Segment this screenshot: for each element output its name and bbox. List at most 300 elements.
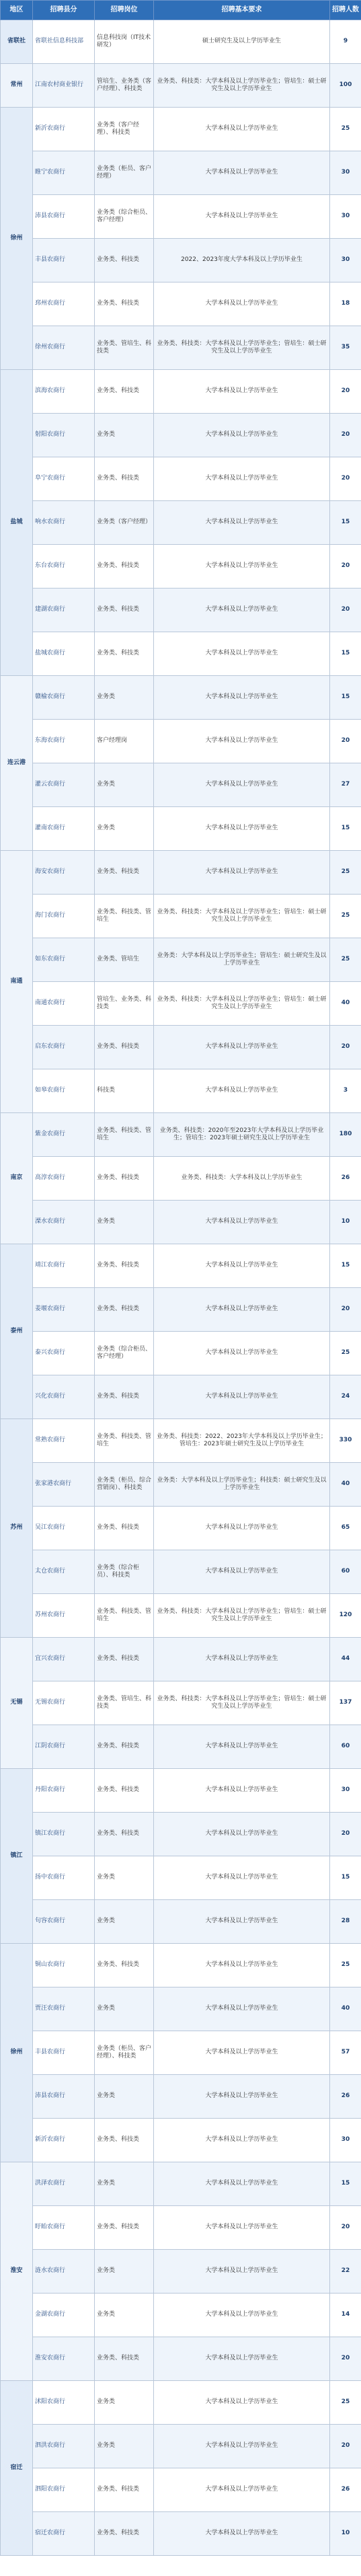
bank-cell: 建湖农商行 [33, 589, 95, 632]
table-row [1, 1987, 361, 2031]
requirement-cell: 大学本科及以上学历毕业生 [154, 545, 330, 589]
count-cell: 18 [330, 282, 361, 326]
position-cell: 业务类、科技类、管培生 [95, 1419, 154, 1463]
table-row [1, 2075, 361, 2119]
table-row [1, 1201, 361, 1244]
position-cell: 业务类、管培生、科技类 [95, 326, 154, 370]
bank-cell: 新沂农商行 [33, 108, 95, 151]
bank-cell: 常熟农商行 [33, 1419, 95, 1463]
count-cell: 35 [330, 326, 361, 370]
bank-cell: 淮安农商行 [33, 2337, 95, 2381]
requirement-cell: 大学本科及以上学历毕业生 [154, 195, 330, 239]
count-cell: 20 [330, 414, 361, 457]
bank-cell: 紫金农商行 [33, 1113, 95, 1157]
table-row [1, 2337, 361, 2381]
requirement-cell: 大学本科及以上学历毕业生 [154, 2206, 330, 2250]
table-row [1, 1944, 361, 1987]
count-cell: 100 [330, 64, 361, 108]
count-cell: 10 [330, 1201, 361, 1244]
position-cell: 业务类（综合柜员、客户经理） [95, 195, 154, 239]
count-cell: 10 [330, 2512, 361, 2556]
position-cell: 业务类、科技类 [95, 589, 154, 632]
table-row [1, 1288, 361, 1332]
table-row [1, 1507, 361, 1550]
header-requirement: 招聘基本要求 [154, 1, 330, 20]
requirement-cell: 业务类、科技类：2022、2023年大学本科及以上学历毕业生；管培生：2023年硕士研究生及以上学历毕业生 [154, 1419, 330, 1463]
position-cell: 业务类 [95, 1987, 154, 2031]
requirement-cell: 大学本科及以上学历毕业生 [154, 2075, 330, 2119]
position-cell: 业务类 [95, 1201, 154, 1244]
position-cell: 业务类 [95, 807, 154, 851]
requirement-cell: 大学本科及以上学历毕业生 [154, 1638, 330, 1681]
position-cell: 业务类、科技类 [95, 1725, 154, 1769]
count-cell: 20 [330, 2425, 361, 2468]
position-cell: 业务类、科技类 [95, 632, 154, 676]
table-row [1, 1769, 361, 1813]
bank-cell: 太仓农商行 [33, 1550, 95, 1594]
table-row [1, 1594, 361, 1638]
count-cell: 20 [330, 2337, 361, 2381]
requirement-cell: 大学本科及以上学历毕业生 [154, 2162, 330, 2206]
position-cell: 业务类、科技类 [95, 1813, 154, 1856]
bank-cell: 洪泽农商行 [33, 2162, 95, 2206]
requirement-cell: 大学本科及以上学历毕业生 [154, 1550, 330, 1594]
bank-cell: 丹阳农商行 [33, 1769, 95, 1813]
bank-cell: 泰兴农商行 [33, 1332, 95, 1375]
bank-cell: 海安农商行 [33, 851, 95, 895]
region-cell: 连云港 [1, 676, 33, 851]
bank-cell: 海门农商行 [33, 895, 95, 938]
count-cell: 60 [330, 1725, 361, 1769]
table-row [1, 20, 361, 64]
count-cell: 15 [330, 1244, 361, 1288]
bank-cell: 泗阳农商行 [33, 2468, 95, 2512]
table-row [1, 282, 361, 326]
bank-cell: 无锡农商行 [33, 1681, 95, 1725]
requirement-cell: 硕士研究生及以上学历毕业生 [154, 20, 330, 64]
region-cell: 苏州 [1, 1419, 33, 1638]
region-cell: 南京 [1, 1113, 33, 1244]
position-cell: 业务类、科技类 [95, 1157, 154, 1201]
count-cell: 40 [330, 982, 361, 1026]
bank-cell: 溧水农商行 [33, 1201, 95, 1244]
bank-cell: 泗洪农商行 [33, 2425, 95, 2468]
count-cell: 27 [330, 763, 361, 807]
bank-cell: 宜兴农商行 [33, 1638, 95, 1681]
table-row [1, 1900, 361, 1944]
table-row [1, 763, 361, 807]
position-cell: 业务类、科技类 [95, 2337, 154, 2381]
table-row [1, 851, 361, 895]
position-cell: 业务类、科技类 [95, 282, 154, 326]
requirement-cell: 业务类、科技类：大学本科及以上学历毕业生；管培生：硕士研究生及以上学历毕业生 [154, 64, 330, 108]
count-cell: 3 [330, 1069, 361, 1113]
count-cell: 25 [330, 2381, 361, 2425]
table-row [1, 2425, 361, 2468]
position-cell: 业务类 [95, 2075, 154, 2119]
position-cell: 业务类（柜员、综合营销岗）、科技类 [95, 1463, 154, 1507]
table-row [1, 501, 361, 545]
table-row [1, 1681, 361, 1725]
position-cell: 管培生、业务类（客户经理）、科技类 [95, 64, 154, 108]
requirement-cell: 大学本科及以上学历毕业生 [154, 851, 330, 895]
count-cell: 20 [330, 370, 361, 414]
bank-cell: 江阴农商行 [33, 1725, 95, 1769]
count-cell: 9 [330, 20, 361, 64]
table-row [1, 326, 361, 370]
requirement-cell: 业务类：大学本科及以上学历毕业生；管培生：硕士研究生及以上学历毕业生 [154, 938, 330, 982]
requirement-cell: 大学本科及以上学历毕业生 [154, 1375, 330, 1419]
requirement-cell: 大学本科及以上学历毕业生 [154, 589, 330, 632]
bank-cell: 宿迁农商行 [33, 2512, 95, 2556]
table-row [1, 1069, 361, 1113]
table-row [1, 2206, 361, 2250]
region-cell: 徐州 [1, 1944, 33, 2162]
count-cell: 65 [330, 1507, 361, 1550]
count-cell: 40 [330, 1987, 361, 2031]
requirement-cell: 大学本科及以上学历毕业生 [154, 1900, 330, 1944]
region-cell: 盐城 [1, 370, 33, 676]
header-count: 招聘人数 [330, 1, 361, 20]
requirement-cell: 业务类、科技类：大学本科及以上学历毕业生 [154, 1157, 330, 1201]
table-row [1, 2381, 361, 2425]
count-cell: 57 [330, 2031, 361, 2075]
table-row [1, 1463, 361, 1507]
table-row [1, 2512, 361, 2556]
bank-cell: 滨海农商行 [33, 370, 95, 414]
count-cell: 30 [330, 1769, 361, 1813]
requirement-cell: 业务类、科技类：大学本科及以上学历毕业生；管培生：硕士研究生及以上学历毕业生 [154, 326, 330, 370]
requirement-cell: 大学本科及以上学历毕业生 [154, 2425, 330, 2468]
count-cell: 330 [330, 1419, 361, 1463]
position-cell: 业务类（柜员、客户经理）、科技类 [95, 2031, 154, 2075]
count-cell: 26 [330, 2468, 361, 2512]
count-cell: 20 [330, 1813, 361, 1856]
bank-cell: 灌云农商行 [33, 763, 95, 807]
table-row [1, 108, 361, 151]
requirement-cell: 大学本科及以上学历毕业生 [154, 1813, 330, 1856]
bank-cell: 句容农商行 [33, 1900, 95, 1944]
requirement-cell: 大学本科及以上学历毕业生 [154, 1769, 330, 1813]
position-cell: 业务类、科技类 [95, 2468, 154, 2512]
table-row [1, 1725, 361, 1769]
position-cell: 业务类 [95, 2425, 154, 2468]
bank-cell: 新沂农商行 [33, 2119, 95, 2162]
position-cell: 科技类 [95, 1069, 154, 1113]
position-cell: 业务类、科技类 [95, 1507, 154, 1550]
requirement-cell: 大学本科及以上学历毕业生 [154, 1069, 330, 1113]
position-cell: 客户经理岗 [95, 720, 154, 763]
bank-cell: 张家港农商行 [33, 1463, 95, 1507]
requirement-cell: 业务类：大学本科及以上学历毕业生；科技类：硕士研究生及以上学历毕业生 [154, 1463, 330, 1507]
position-cell: 业务类、科技类 [95, 1244, 154, 1288]
region-cell: 宿迁 [1, 2381, 33, 2556]
bank-cell: 南通农商行 [33, 982, 95, 1026]
bank-cell: 阜宁农商行 [33, 457, 95, 501]
count-cell: 40 [330, 1463, 361, 1507]
position-cell: 业务类、科技类 [95, 1375, 154, 1419]
table-row [1, 2250, 361, 2294]
bank-cell: 苏州农商行 [33, 1594, 95, 1638]
table-row [1, 1813, 361, 1856]
count-cell: 20 [330, 589, 361, 632]
header-bank: 招聘县分 [33, 1, 95, 20]
requirement-cell: 大学本科及以上学历毕业生 [154, 1944, 330, 1987]
count-cell: 15 [330, 632, 361, 676]
bank-cell: 姜堰农商行 [33, 1288, 95, 1332]
bank-cell: 吴江农商行 [33, 1507, 95, 1550]
requirement-cell: 大学本科及以上学历毕业生 [154, 1201, 330, 1244]
position-cell: 管培生、业务类、科技类 [95, 982, 154, 1026]
position-cell: 业务类（柜员、客户经理） [95, 151, 154, 195]
position-cell: 业务类、科技类 [95, 1944, 154, 1987]
requirement-cell: 大学本科及以上学历毕业生 [154, 2294, 330, 2337]
count-cell: 25 [330, 1332, 361, 1375]
bank-cell: 铜山农商行 [33, 1944, 95, 1987]
table-row [1, 632, 361, 676]
count-cell: 30 [330, 195, 361, 239]
requirement-cell: 大学本科及以上学历毕业生 [154, 282, 330, 326]
bank-cell: 金湖农商行 [33, 2294, 95, 2337]
region-cell: 泰州 [1, 1244, 33, 1419]
table-row [1, 545, 361, 589]
bank-cell: 扬中农商行 [33, 1856, 95, 1900]
count-cell: 28 [330, 1900, 361, 1944]
count-cell: 137 [330, 1681, 361, 1725]
table-row [1, 1157, 361, 1201]
count-cell: 30 [330, 239, 361, 282]
count-cell: 120 [330, 1594, 361, 1638]
table-row [1, 2468, 361, 2512]
position-cell: 业务类、管培生 [95, 938, 154, 982]
requirement-cell: 大学本科及以上学历毕业生 [154, 2119, 330, 2162]
requirement-cell: 大学本科及以上学历毕业生 [154, 501, 330, 545]
position-cell: 业务类 [95, 1900, 154, 1944]
position-cell: 业务类、科技类 [95, 2119, 154, 2162]
bank-cell: 丰县农商行 [33, 239, 95, 282]
bank-cell: 徐州农商行 [33, 326, 95, 370]
table-row [1, 938, 361, 982]
count-cell: 20 [330, 2206, 361, 2250]
count-cell: 20 [330, 545, 361, 589]
table-row [1, 239, 361, 282]
table-row [1, 64, 361, 108]
bank-cell: 沛县农商行 [33, 195, 95, 239]
position-cell: 业务类、科技类 [95, 1638, 154, 1681]
table-row [1, 1375, 361, 1419]
count-cell: 60 [330, 1550, 361, 1594]
bank-cell: 丰县农商行 [33, 2031, 95, 2075]
position-cell: 业务类 [95, 2294, 154, 2337]
count-cell: 24 [330, 1375, 361, 1419]
header-region: 地区 [1, 1, 33, 20]
count-cell: 20 [330, 1288, 361, 1332]
position-cell: 业务类（综合柜员、客户经理） [95, 1332, 154, 1375]
region-cell: 南通 [1, 851, 33, 1113]
count-cell: 15 [330, 1856, 361, 1900]
position-cell: 业务类、科技类 [95, 851, 154, 895]
count-cell: 25 [330, 851, 361, 895]
bank-cell: 省联社信息科技部 [33, 20, 95, 64]
position-cell: 业务类、科技类 [95, 2206, 154, 2250]
count-cell: 180 [330, 1113, 361, 1157]
bank-cell: 东台农商行 [33, 545, 95, 589]
count-cell: 15 [330, 807, 361, 851]
bank-cell: 兴化农商行 [33, 1375, 95, 1419]
position-cell: 业务类、科技类、管培生 [95, 1113, 154, 1157]
count-cell: 25 [330, 895, 361, 938]
bank-cell: 镇江农商行 [33, 1813, 95, 1856]
requirement-cell: 业务类、科技类：大学本科及以上学历毕业生；管培生：硕士研究生及以上学历毕业生 [154, 895, 330, 938]
requirement-cell: 业务类、科技类：大学本科及以上学历毕业生；管培生：硕士研究生及以上学历毕业生 [154, 1681, 330, 1725]
bank-cell: 如东农商行 [33, 938, 95, 982]
requirement-cell: 大学本科及以上学历毕业生 [154, 457, 330, 501]
table-row [1, 457, 361, 501]
requirement-cell: 大学本科及以上学历毕业生 [154, 1856, 330, 1900]
region-cell: 徐州 [1, 108, 33, 370]
requirement-cell: 业务类、科技类：大学本科及以上学历毕业生；管培生：硕士研究生及以上学历毕业生 [154, 982, 330, 1026]
bank-cell: 赣榆农商行 [33, 676, 95, 720]
count-cell: 20 [330, 720, 361, 763]
count-cell: 30 [330, 151, 361, 195]
bank-cell: 灌南农商行 [33, 807, 95, 851]
count-cell: 25 [330, 1944, 361, 1987]
position-cell: 信息科技岗（IT技术研发） [95, 20, 154, 64]
requirement-cell: 大学本科及以上学历毕业生 [154, 2250, 330, 2294]
bank-cell: 涟水农商行 [33, 2250, 95, 2294]
table-row [1, 895, 361, 938]
requirement-cell: 大学本科及以上学历毕业生 [154, 720, 330, 763]
requirement-cell: 大学本科及以上学历毕业生 [154, 1288, 330, 1332]
bank-cell: 沛县农商行 [33, 2075, 95, 2119]
table-row [1, 2294, 361, 2337]
requirement-cell: 2022、2023年度大学本科及以上学历毕业生 [154, 239, 330, 282]
requirement-cell: 业务类、科技类：2020年至2023年大学本科及以上学历毕业生；管培生：2023年硕士研究生及以上学历毕业生 [154, 1113, 330, 1157]
position-cell: 业务类（客户经理）、科技类 [95, 108, 154, 151]
position-cell: 业务类、科技类、管培生 [95, 895, 154, 938]
requirement-cell: 大学本科及以上学历毕业生 [154, 2031, 330, 2075]
requirement-cell: 大学本科及以上学历毕业生 [154, 2381, 330, 2425]
region-cell: 淮安 [1, 2162, 33, 2381]
region-cell: 镇江 [1, 1769, 33, 1944]
position-cell: 业务类 [95, 2381, 154, 2425]
bank-cell: 启东农商行 [33, 1026, 95, 1069]
table-row [1, 982, 361, 1026]
position-cell: 业务类、科技类 [95, 457, 154, 501]
table-row [1, 414, 361, 457]
bank-cell: 盐城农商行 [33, 632, 95, 676]
position-cell: 业务类 [95, 2162, 154, 2206]
requirement-cell: 大学本科及以上学历毕业生 [154, 807, 330, 851]
requirement-cell: 大学本科及以上学历毕业生 [154, 1332, 330, 1375]
requirement-cell: 大学本科及以上学历毕业生 [154, 1026, 330, 1069]
position-cell: 业务类、科技类 [95, 545, 154, 589]
requirement-cell: 大学本科及以上学历毕业生 [154, 1507, 330, 1550]
table-row [1, 720, 361, 763]
count-cell: 20 [330, 457, 361, 501]
count-cell: 25 [330, 108, 361, 151]
requirement-cell: 大学本科及以上学历毕业生 [154, 2337, 330, 2381]
table-row [1, 370, 361, 414]
table-row [1, 195, 361, 239]
position-cell: 业务类、科技类 [95, 2512, 154, 2556]
requirement-cell: 大学本科及以上学历毕业生 [154, 2468, 330, 2512]
position-cell: 业务类（综合柜员）、科技类 [95, 1550, 154, 1594]
table-row [1, 676, 361, 720]
count-cell: 44 [330, 1638, 361, 1681]
position-cell: 业务类、科技类 [95, 1769, 154, 1813]
requirement-cell: 大学本科及以上学历毕业生 [154, 370, 330, 414]
region-cell: 常州 [1, 64, 33, 108]
count-cell: 20 [330, 1026, 361, 1069]
bank-cell: 邳州农商行 [33, 282, 95, 326]
table-header-row [1, 1, 361, 20]
table-row [1, 807, 361, 851]
requirement-cell: 大学本科及以上学历毕业生 [154, 763, 330, 807]
requirement-cell: 大学本科及以上学历毕业生 [154, 2512, 330, 2556]
requirement-cell: 大学本科及以上学历毕业生 [154, 676, 330, 720]
region-cell: 无锡 [1, 1638, 33, 1769]
bank-cell: 响水农商行 [33, 501, 95, 545]
bank-cell: 东海农商行 [33, 720, 95, 763]
requirement-cell: 大学本科及以上学历毕业生 [154, 1244, 330, 1288]
table-row [1, 589, 361, 632]
region-cell: 省联社 [1, 20, 33, 64]
count-cell: 14 [330, 2294, 361, 2337]
table-row [1, 1550, 361, 1594]
table-row [1, 1419, 361, 1463]
position-cell: 业务类、科技类 [95, 239, 154, 282]
count-cell: 15 [330, 2162, 361, 2206]
bank-cell: 江南农村商业银行 [33, 64, 95, 108]
bank-cell: 射阳农商行 [33, 414, 95, 457]
position-cell: 业务类、管培生、科技类 [95, 1681, 154, 1725]
table-row [1, 1856, 361, 1900]
table-row [1, 2162, 361, 2206]
position-cell: 业务类、科技类 [95, 1288, 154, 1332]
table-row [1, 1244, 361, 1288]
position-cell: 业务类 [95, 2250, 154, 2294]
bank-cell: 贾汪农商行 [33, 1987, 95, 2031]
table-row [1, 2119, 361, 2162]
header-position: 招聘岗位 [95, 1, 154, 20]
position-cell: 业务类、科技类 [95, 370, 154, 414]
table-row [1, 2031, 361, 2075]
position-cell: 业务类 [95, 1856, 154, 1900]
table-row [1, 1026, 361, 1069]
position-cell: 业务类 [95, 763, 154, 807]
requirement-cell: 业务类、科技类：大学本科及以上学历毕业生；管培生：硕士研究生及以上学历毕业生 [154, 1594, 330, 1638]
bank-cell: 盱眙农商行 [33, 2206, 95, 2250]
count-cell: 22 [330, 2250, 361, 2294]
position-cell: 业务类（客户经理） [95, 501, 154, 545]
position-cell: 业务类 [95, 676, 154, 720]
count-cell: 26 [330, 2075, 361, 2119]
requirement-cell: 大学本科及以上学历毕业生 [154, 414, 330, 457]
requirement-cell: 大学本科及以上学历毕业生 [154, 151, 330, 195]
table-row [1, 1332, 361, 1375]
count-cell: 25 [330, 938, 361, 982]
bank-cell: 睢宁农商行 [33, 151, 95, 195]
bank-cell: 高淳农商行 [33, 1157, 95, 1201]
position-cell: 业务类、科技类 [95, 1026, 154, 1069]
table-body [1, 20, 361, 2556]
count-cell: 15 [330, 676, 361, 720]
requirement-cell: 大学本科及以上学历毕业生 [154, 1987, 330, 2031]
table-row [1, 1113, 361, 1157]
count-cell: 26 [330, 1157, 361, 1201]
requirement-cell: 大学本科及以上学历毕业生 [154, 108, 330, 151]
